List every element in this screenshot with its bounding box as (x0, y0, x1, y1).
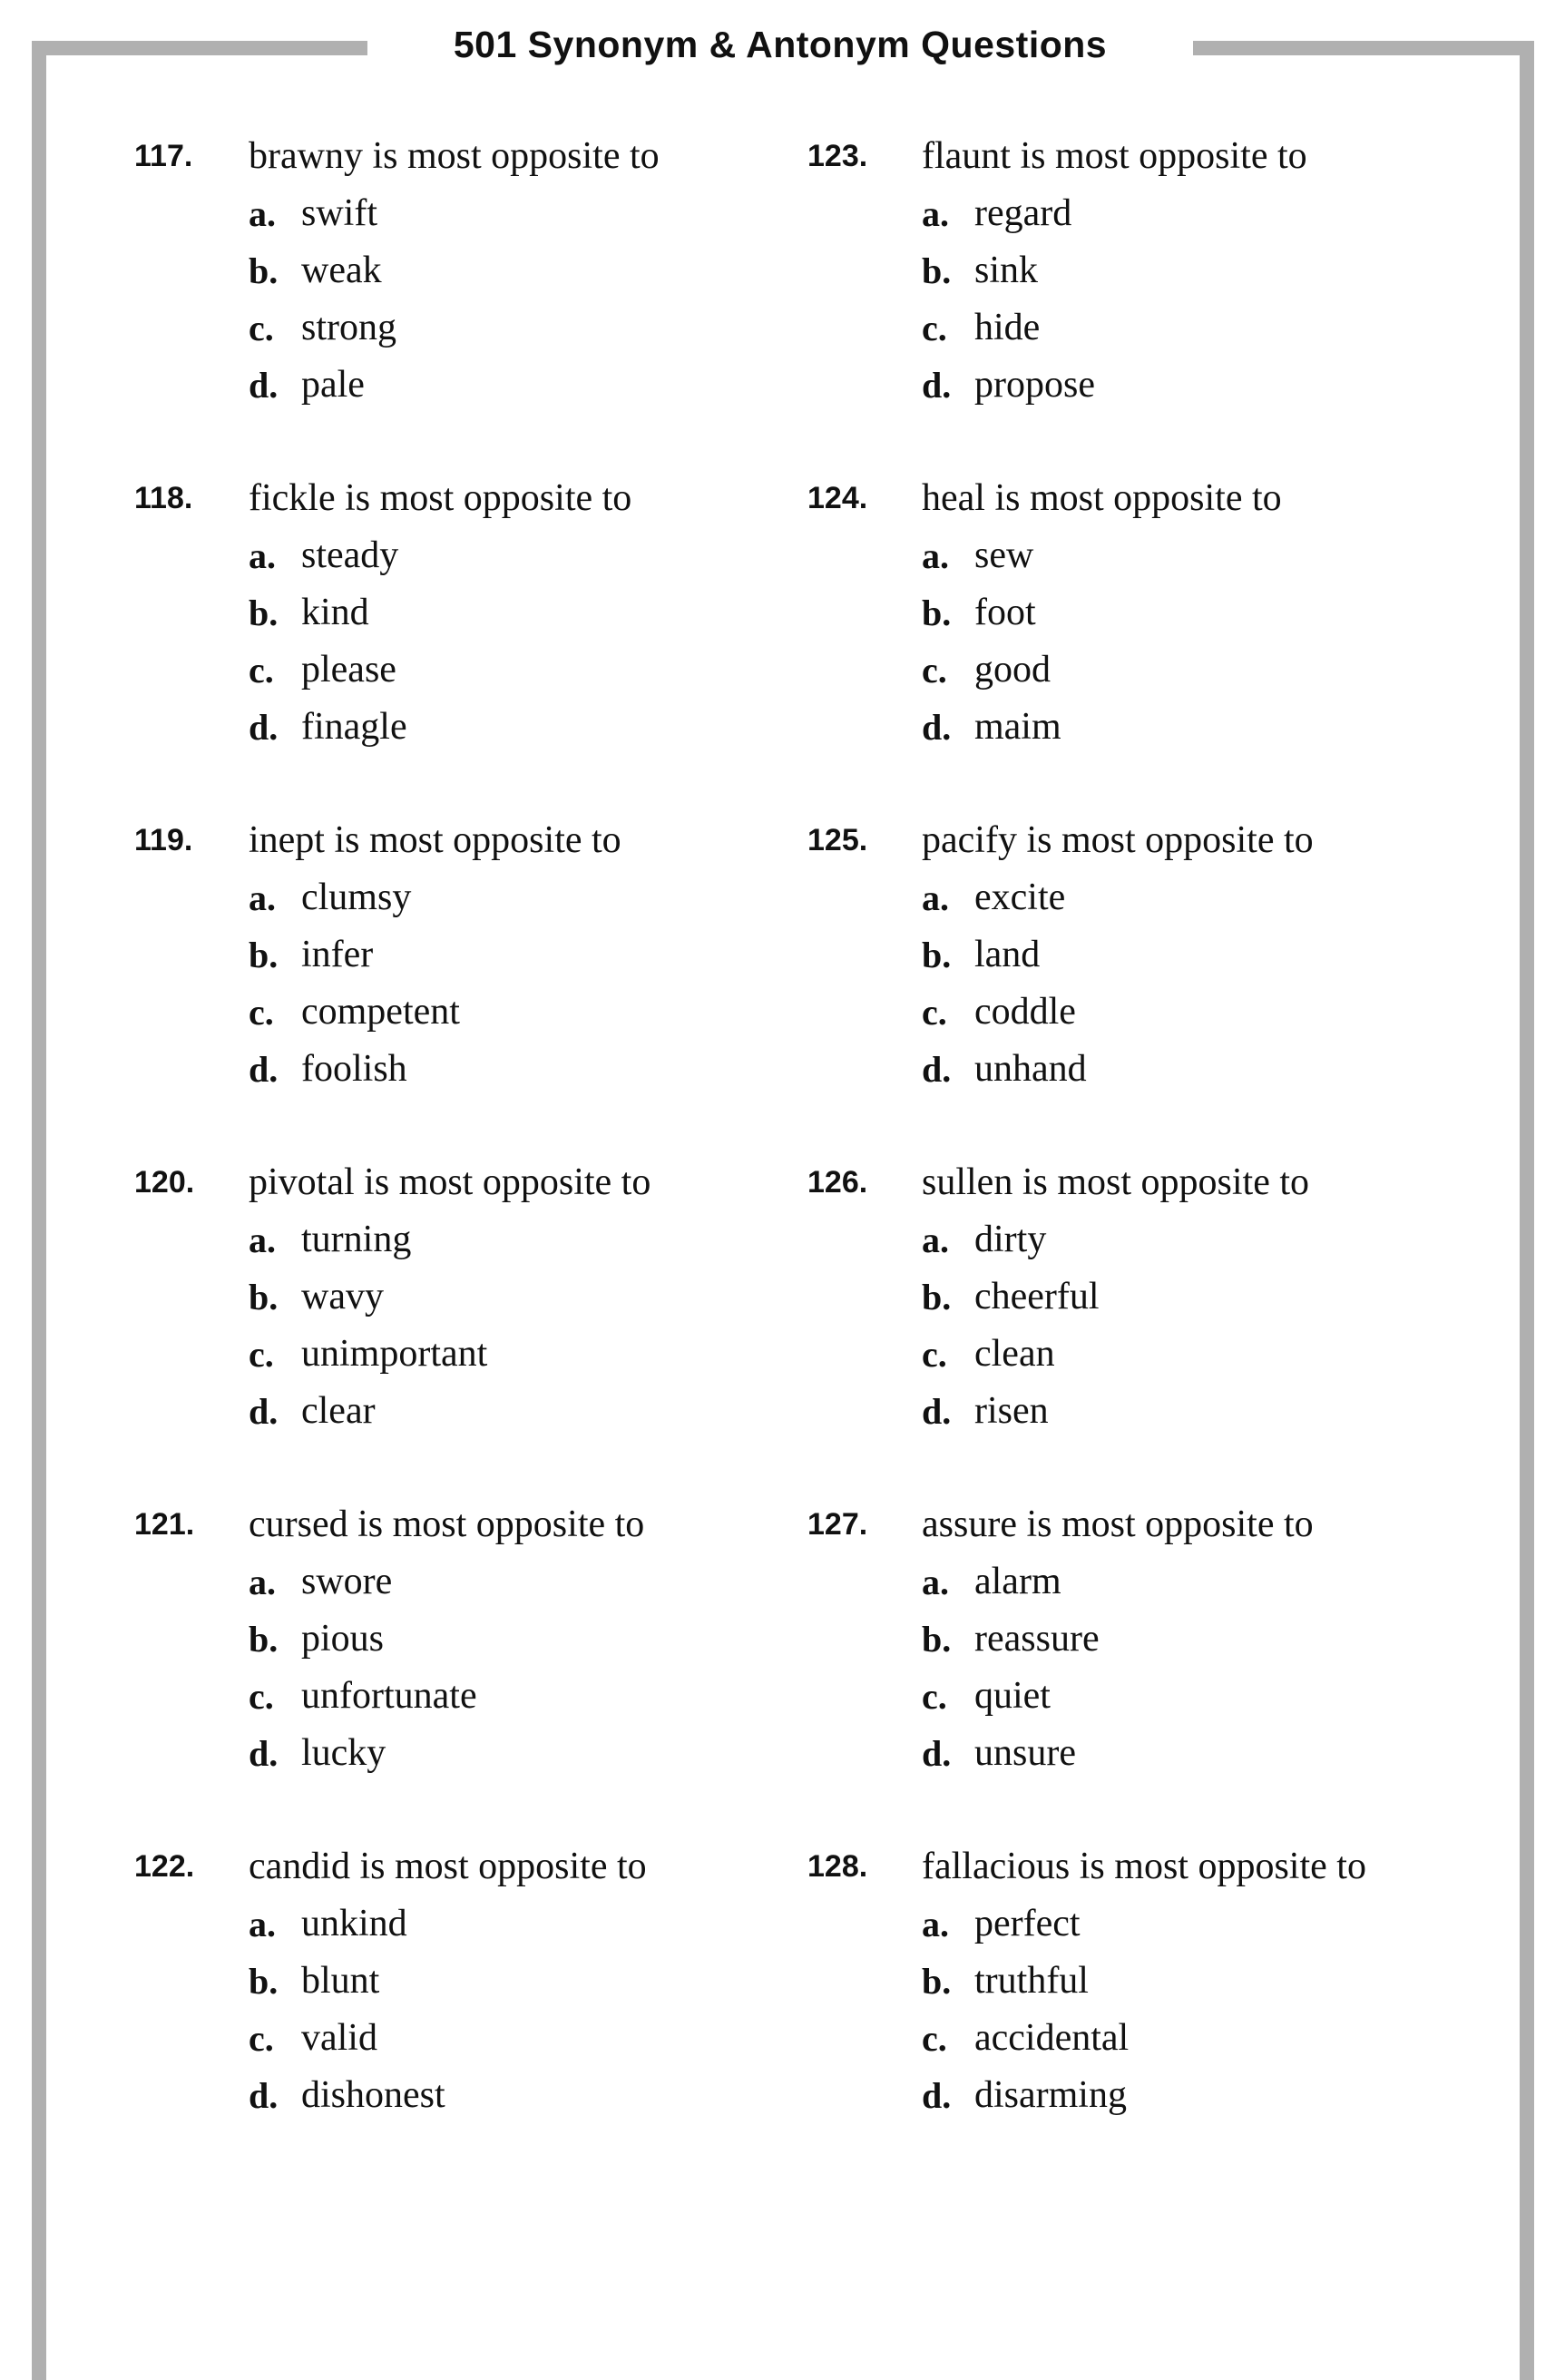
question-125 (807, 812, 1497, 1098)
question-prompt: candid is most opposite to (249, 1846, 647, 1887)
option-letter: c. (249, 1334, 274, 1375)
question-prompt: cursed is most opposite to (249, 1503, 645, 1545)
question-126 (807, 1154, 1497, 1440)
question-128 (807, 1838, 1497, 2124)
option-letter: b. (922, 593, 952, 633)
option-text: unimportant (301, 1333, 488, 1375)
option-text: coddle (974, 991, 1076, 1033)
answer-option[interactable] (807, 1211, 1497, 1268)
question-prompt: inept is most opposite to (249, 819, 621, 861)
option-text: valid (301, 2017, 377, 2059)
option-letter: c. (922, 650, 947, 690)
option-letter: d. (922, 2075, 952, 2116)
question-127 (807, 1496, 1497, 1782)
answer-option[interactable] (807, 1326, 1497, 1383)
option-text: hide (974, 307, 1041, 348)
answer-option[interactable] (134, 357, 824, 414)
answer-option[interactable] (807, 1553, 1497, 1611)
option-text: blunt (301, 1960, 380, 2002)
option-letter: b. (249, 1619, 279, 1660)
answer-option[interactable] (807, 1383, 1497, 1440)
answer-option[interactable] (134, 1383, 824, 1440)
option-letter: d. (249, 365, 279, 406)
answer-option[interactable] (134, 2067, 824, 2124)
option-text: dishonest (301, 2074, 445, 2116)
question-117 (134, 128, 824, 414)
option-text: competent (301, 991, 460, 1033)
answer-option[interactable] (807, 984, 1497, 1041)
option-text: wavy (301, 1276, 384, 1317)
answer-option[interactable] (134, 1725, 824, 1782)
option-letter: d. (922, 365, 952, 406)
option-letter: a. (249, 1219, 276, 1260)
option-text: please (301, 649, 396, 690)
answer-option[interactable] (807, 699, 1497, 756)
question-number: 128. (807, 1849, 868, 1884)
option-text: disarming (974, 2074, 1127, 2116)
option-text: perfect (974, 1903, 1081, 1944)
question-prompt: flaunt is most opposite to (922, 135, 1307, 177)
answer-option[interactable] (134, 984, 824, 1041)
option-letter: b. (249, 935, 279, 975)
option-text: quiet (974, 1675, 1051, 1717)
option-letter: a. (922, 877, 949, 918)
question-number: 127. (807, 1507, 868, 1542)
option-letter: b. (249, 593, 279, 633)
option-text: clear (301, 1390, 376, 1432)
option-letter: b. (922, 250, 952, 291)
question-number: 124. (807, 481, 868, 515)
page-frame-right (1520, 41, 1534, 2380)
option-text: kind (301, 592, 369, 633)
question-number: 118. (134, 481, 193, 515)
option-letter: c. (249, 2018, 274, 2059)
option-text: maim (974, 706, 1061, 748)
answer-option[interactable] (134, 1953, 824, 2010)
question-number: 121. (134, 1507, 195, 1542)
option-text: turning (301, 1219, 412, 1260)
question-123 (807, 128, 1497, 414)
question-122 (134, 1838, 824, 2124)
option-letter: d. (249, 1049, 279, 1090)
answer-option[interactable] (134, 527, 824, 584)
answer-option[interactable] (134, 926, 824, 984)
option-text: truthful (974, 1960, 1089, 2002)
option-letter: d. (922, 1391, 952, 1432)
option-letter: c. (922, 1676, 947, 1717)
question-121 (134, 1496, 824, 1782)
option-letter: a. (922, 1562, 949, 1602)
answer-option[interactable] (807, 2067, 1497, 2124)
option-letter: c. (249, 992, 274, 1033)
option-text: foot (974, 592, 1036, 633)
answer-option[interactable] (807, 1725, 1497, 1782)
answer-option[interactable] (134, 1611, 824, 1668)
option-letter: b. (922, 1619, 952, 1660)
option-text: foolish (301, 1048, 407, 1090)
option-letter: d. (922, 707, 952, 748)
question-prompt: pivotal is most opposite to (249, 1161, 651, 1203)
option-letter: c. (922, 992, 947, 1033)
answer-option[interactable] (807, 299, 1497, 357)
question-prompt: heal is most opposite to (922, 477, 1282, 519)
question-prompt: fallacious is most opposite to (922, 1846, 1366, 1887)
option-text: lucky (301, 1732, 386, 1774)
question-prompt: fickle is most opposite to (249, 477, 632, 519)
question-119 (134, 812, 824, 1098)
option-text: accidental (974, 2017, 1130, 2059)
answer-option[interactable] (807, 926, 1497, 984)
option-letter: d. (922, 1733, 952, 1774)
option-letter: c. (922, 2018, 947, 2059)
option-text: excite (974, 877, 1066, 918)
option-letter: d. (249, 1391, 279, 1432)
answer-option[interactable] (134, 1668, 824, 1725)
option-letter: a. (249, 193, 276, 234)
answer-option[interactable] (134, 1211, 824, 1268)
option-text: infer (301, 934, 374, 975)
option-letter: d. (249, 1733, 279, 1774)
answer-option[interactable] (807, 527, 1497, 584)
answer-option[interactable] (807, 1953, 1497, 2010)
option-text: sew (974, 534, 1034, 576)
option-letter: c. (922, 1334, 947, 1375)
option-text: unfortunate (301, 1675, 477, 1717)
question-prompt: assure is most opposite to (922, 1503, 1314, 1545)
answer-option[interactable] (134, 869, 824, 926)
option-text: unhand (974, 1048, 1087, 1090)
question-120 (134, 1154, 824, 1440)
option-text: good (974, 649, 1051, 690)
option-text: risen (974, 1390, 1049, 1432)
answer-option[interactable] (807, 869, 1497, 926)
answer-option[interactable] (134, 699, 824, 756)
option-text: land (974, 934, 1041, 975)
answer-option[interactable] (134, 299, 824, 357)
answer-option[interactable] (807, 642, 1497, 699)
option-text: alarm (974, 1561, 1061, 1602)
option-text: swore (301, 1561, 393, 1602)
question-prompt: sullen is most opposite to (922, 1161, 1310, 1203)
answer-option[interactable] (134, 1553, 824, 1611)
option-letter: b. (249, 1961, 279, 2002)
option-text: unsure (974, 1732, 1076, 1774)
option-letter: c. (249, 1676, 274, 1717)
option-text: dirty (974, 1219, 1047, 1260)
question-124 (807, 470, 1497, 756)
answer-option[interactable] (807, 1668, 1497, 1725)
option-letter: b. (922, 1961, 952, 2002)
option-letter: a. (249, 877, 276, 918)
option-text: clumsy (301, 877, 412, 918)
answer-option[interactable] (807, 1895, 1497, 1953)
option-text: finagle (301, 706, 407, 748)
question-number: 125. (807, 823, 868, 857)
option-text: pale (301, 364, 365, 406)
option-letter: b. (922, 935, 952, 975)
answer-option[interactable] (134, 1268, 824, 1326)
option-letter: a. (249, 1562, 276, 1602)
page-frame-top-left (32, 41, 367, 55)
answer-option[interactable] (807, 357, 1497, 414)
answer-option[interactable] (807, 2010, 1497, 2067)
option-letter: c. (249, 308, 274, 348)
option-letter: c. (922, 308, 947, 348)
option-text: unkind (301, 1903, 407, 1944)
answer-option[interactable] (807, 1041, 1497, 1098)
question-number: 122. (134, 1849, 195, 1884)
question-prompt: pacify is most opposite to (922, 819, 1314, 861)
option-text: propose (974, 364, 1095, 406)
answer-option[interactable] (134, 2010, 824, 2067)
question-number: 117. (134, 139, 193, 173)
question-number: 119. (134, 823, 193, 857)
option-letter: a. (922, 1904, 949, 1944)
option-text: strong (301, 307, 396, 348)
answer-option[interactable] (134, 1041, 824, 1098)
option-text: pious (301, 1618, 385, 1660)
option-letter: c. (249, 650, 274, 690)
answer-option[interactable] (134, 1326, 824, 1383)
answer-option[interactable] (134, 185, 824, 242)
option-letter: d. (249, 2075, 279, 2116)
page-frame-top-right (1193, 41, 1534, 55)
option-letter: a. (249, 535, 276, 576)
question-number: 123. (807, 139, 868, 173)
answer-option[interactable] (807, 185, 1497, 242)
option-letter: b. (249, 250, 279, 291)
option-text: clean (974, 1333, 1055, 1375)
answer-option[interactable] (134, 242, 824, 299)
answer-option[interactable] (807, 1268, 1497, 1326)
option-text: reassure (974, 1618, 1100, 1660)
option-text: regard (974, 192, 1072, 234)
option-text: sink (974, 250, 1039, 291)
question-number: 126. (807, 1165, 868, 1200)
option-text: steady (301, 534, 399, 576)
option-letter: a. (922, 1219, 949, 1260)
answer-option[interactable] (134, 1895, 824, 1953)
page-header-title: 501 Synonym & Antonym Questions (453, 24, 1108, 65)
option-letter: b. (249, 1277, 279, 1317)
answer-option[interactable] (134, 584, 824, 642)
question-prompt: brawny is most opposite to (249, 135, 660, 177)
answer-option[interactable] (807, 242, 1497, 299)
page-frame-left (32, 41, 46, 2380)
option-text: swift (301, 192, 377, 234)
option-letter: b. (922, 1277, 952, 1317)
option-letter: a. (922, 193, 949, 234)
option-letter: d. (249, 707, 279, 748)
question-118 (134, 470, 824, 756)
answer-option[interactable] (134, 642, 824, 699)
option-letter: d. (922, 1049, 952, 1090)
option-letter: a. (249, 1904, 276, 1944)
option-letter: a. (922, 535, 949, 576)
question-number: 120. (134, 1165, 195, 1200)
answer-option[interactable] (807, 1611, 1497, 1668)
option-text: weak (301, 250, 382, 291)
option-text: cheerful (974, 1276, 1100, 1317)
answer-option[interactable] (807, 584, 1497, 642)
